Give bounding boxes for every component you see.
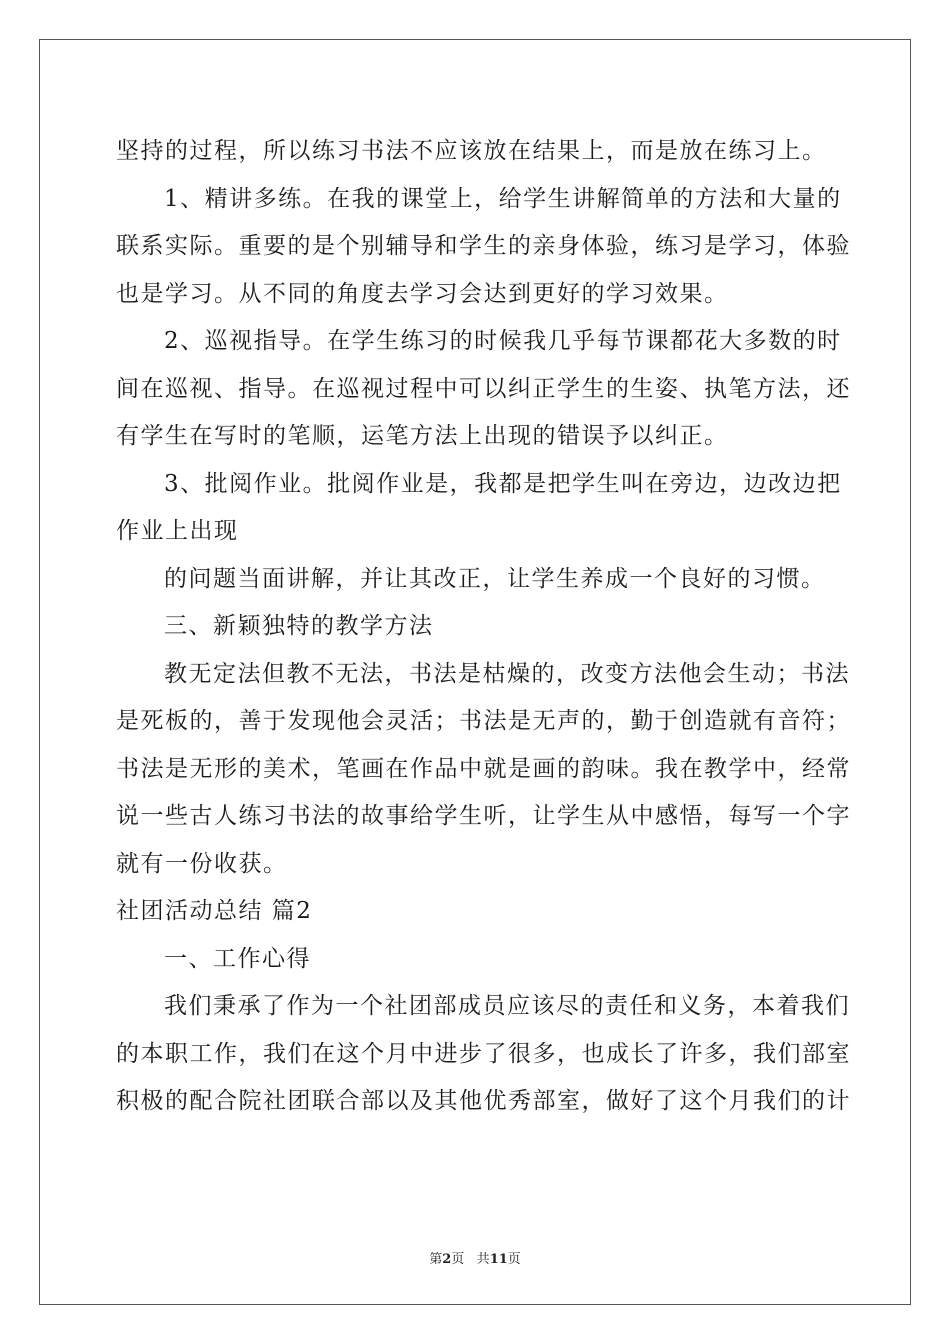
text-line: 坚持的过程，所以练习书法不应该放在结果上，而是放在练习上。	[116, 138, 827, 164]
text-line: 有学生在写时的笔顺，运笔方法上出现的错误予以纠正。	[116, 423, 729, 449]
article-title: 社团活动总结 篇2	[116, 898, 313, 924]
text-line: 说一些古人练习书法的故事给学生听，让学生从中感悟，每写一个字	[116, 803, 851, 829]
text-line: 作业上出现	[116, 518, 239, 544]
text-line: 积极的配合院社团联合部以及其他优秀部室，做好了这个月我们的计	[116, 1088, 851, 1114]
section-heading: 一、工作心得	[164, 945, 311, 972]
text-line: 3、批阅作业。批阅作业是，我都是把学生叫在旁边，边改边把	[164, 470, 842, 497]
text-line: 教无定法但教不无法，书法是枯燥的，改变方法他会生动；书法	[164, 660, 850, 687]
document-body	[116, 128, 851, 1126]
footer-page-suffix: 页	[451, 1252, 465, 1267]
text-line: 间在巡视、指导。在巡视过程中可以纠正学生的生姿、执笔方法，还	[116, 375, 851, 402]
text-line: 我们秉承了作为一个社团部成员应该尽的责任和义务，本着我们	[164, 993, 850, 1019]
section-heading: 三、新颖独特的教学方法	[164, 613, 434, 639]
text-line: 1、精讲多练。在我的课堂上，给学生讲解简单的方法和大量的	[164, 185, 842, 212]
footer-prefix: 第	[429, 1252, 443, 1267]
text-line: 也是学习。从不同的角度去学习会达到更好的学习效果。	[116, 280, 729, 307]
text-line: 就有一份收获。	[116, 850, 288, 877]
text-line: 的问题当面讲解，并让其改正，让学生养成一个良好的习惯。	[164, 565, 826, 592]
footer-total-suffix: 页	[507, 1252, 521, 1267]
text-line: 2、巡视指导。在学生练习的时候我几乎每节课都花大多数的时	[164, 328, 842, 354]
text-line: 书法是无形的美术，笔画在作品中就是画的韵味。我在教学中，经常	[116, 755, 851, 782]
footer-total-prefix: 共	[476, 1252, 490, 1267]
page-footer	[0, 1248, 950, 1267]
text-line: 的本职工作，我们在这个月中进步了很多，也成长了许多，我们部室	[116, 1040, 851, 1067]
footer-total-pages: 11	[489, 1252, 508, 1267]
text-line: 是死板的，善于发现他会灵活；书法是无声的，勤于创造就有音符；	[116, 708, 851, 734]
text-line: 联系实际。重要的是个别辅导和学生的亲身体验，练习是学习，体验	[116, 233, 851, 259]
footer-page-number: 2	[442, 1252, 452, 1267]
